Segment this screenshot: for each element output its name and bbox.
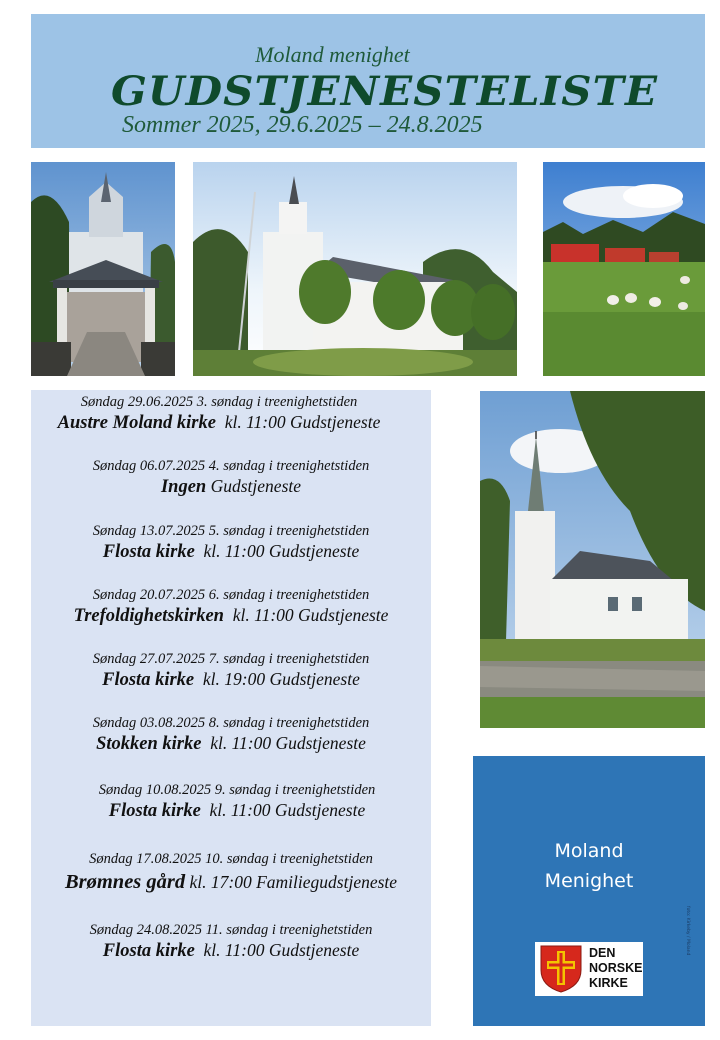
service-schedule: [31, 390, 431, 1026]
service-detail: kl. 19:00 Gudstjeneste: [202, 669, 360, 689]
logo-text-line3: KIRKE: [589, 976, 628, 990]
service-detail: kl. 11:00 Gudstjeneste: [209, 800, 366, 820]
list-item: [31, 523, 431, 563]
header-banner: [31, 14, 705, 148]
service-date: Søndag 27.07.2025 7. søndag i treenighetstiden: [92, 651, 370, 667]
list-item: [31, 587, 431, 627]
service-date: Søndag 24.08.2025 11. søndag i treenighetstiden: [89, 922, 373, 938]
service-location: Stokken kirke: [96, 734, 202, 754]
page-subtitle: Sommer 2025, 29.6.2025 – 24.8.2025: [122, 112, 483, 138]
list-item: [31, 715, 431, 755]
parish-box: [473, 756, 705, 1026]
photo-credit: foto: Kirkeby / Moland: [685, 906, 690, 956]
service-location: Brømnes gård: [64, 871, 186, 893]
logo-text-line1: DEN: [589, 946, 616, 960]
service-detail: kl. 11:00 Gudstjeneste: [224, 412, 381, 432]
service-location: Flosta kirke: [102, 542, 195, 562]
service-detail: Gudstjeneste: [210, 476, 302, 496]
service-detail: kl. 11:00 Gudstjeneste: [210, 733, 366, 753]
service-date: Søndag 20.07.2025 6. søndag i treenighetstiden: [92, 587, 370, 603]
list-item: [31, 651, 431, 691]
service-location: Ingen: [160, 477, 207, 497]
service-location: Trefoldighetskirken: [73, 606, 224, 626]
parish-name: Moland menighet: [255, 42, 410, 67]
service-date: Søndag 17.08.2025 10. søndag i treenighetstiden: [89, 851, 373, 867]
service-date: Søndag 29.06.2025 3. søndag i treenighetstiden: [80, 394, 358, 410]
photo-white-church: [193, 162, 517, 376]
church-logo: [535, 942, 643, 996]
service-detail: kl. 17:00 Familiegudstjeneste: [189, 872, 398, 892]
service-detail: kl. 11:00 Gudstjeneste: [203, 541, 360, 561]
church-shield-icon: [537, 944, 585, 994]
service-location: Flosta kirke: [102, 941, 195, 961]
list-item: [37, 782, 437, 822]
photo-farm-sheep: [543, 162, 705, 376]
logo-text-line2: NORSKE: [589, 961, 643, 975]
service-location: Flosta kirke: [108, 801, 201, 821]
page-title: GUDSTJENESTELISTE: [111, 68, 659, 115]
service-date: Søndag 03.08.2025 8. søndag i treenighetstiden: [92, 715, 370, 731]
service-date: Søndag 06.07.2025 4. søndag i treenighetstiden: [92, 458, 370, 474]
service-date: Søndag 10.08.2025 9. søndag i treenighetstiden: [98, 782, 376, 798]
list-item: [19, 394, 419, 434]
parish-box-line1: Moland: [554, 840, 624, 862]
service-detail: kl. 11:00 Gudstjeneste: [203, 940, 360, 960]
service-date: Søndag 13.07.2025 5. søndag i treenighetstiden: [92, 523, 370, 539]
service-location: Flosta kirke: [102, 670, 195, 690]
list-item: [31, 922, 431, 962]
service-location: Austre Moland kirke: [57, 413, 216, 433]
photo-church-gate: [31, 162, 175, 376]
service-detail: kl. 11:00 Gudstjeneste: [232, 605, 389, 625]
list-item: [31, 851, 431, 894]
list-item: [31, 458, 431, 498]
parish-box-line2: Menighet: [544, 870, 634, 892]
photo-church-cemetery: [480, 391, 705, 728]
